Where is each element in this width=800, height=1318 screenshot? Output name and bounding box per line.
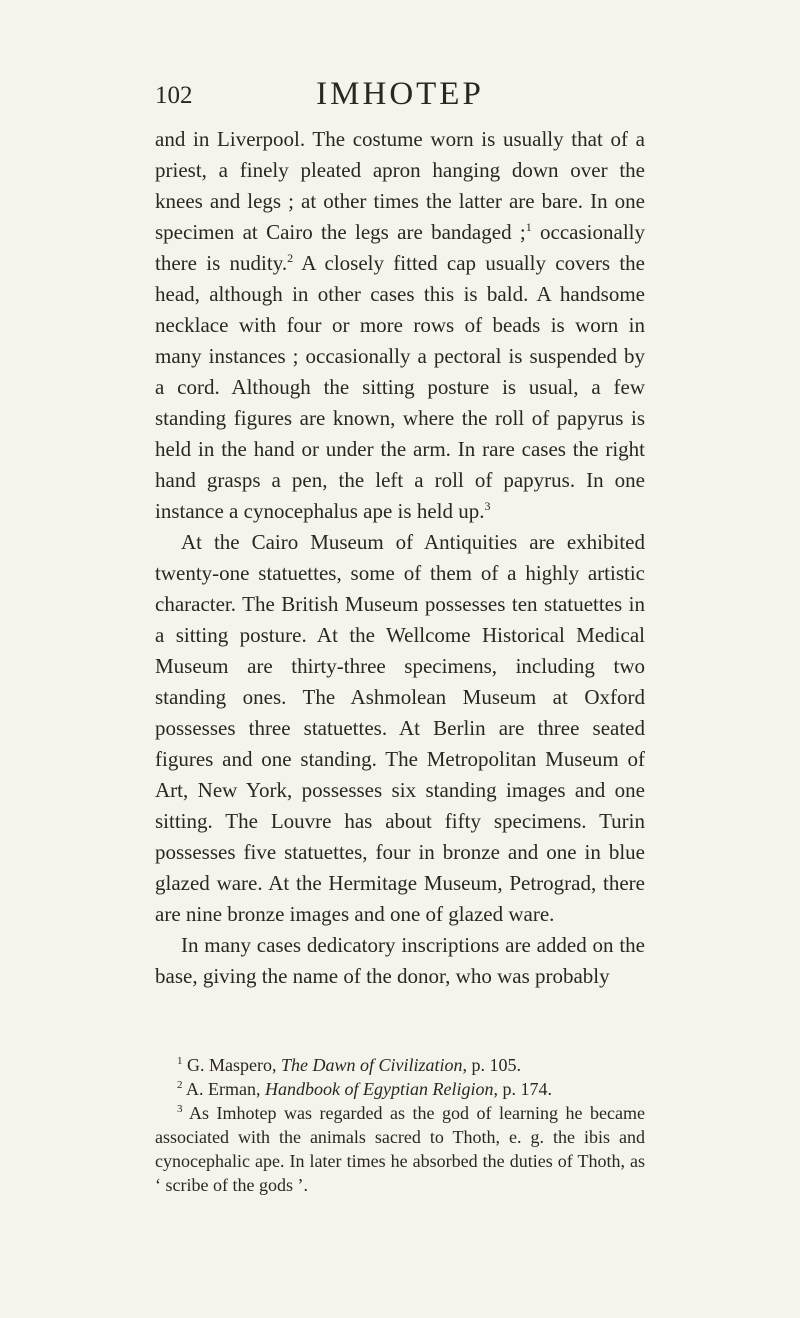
footnote-text: G. Maspero, (182, 1055, 281, 1075)
footnote-text: As Imhotep was regarded as the god of learning he became associated with the animals sacred to Thoth, e. g. the ibis and cynocephalic ape. In later times he absorbed the duties of Thoth, as ‘ scribe of the gods ’. (155, 1103, 645, 1195)
footnote-ref: 2 (287, 251, 294, 265)
footnote (155, 1053, 645, 1077)
footnote-text: , p. 105. (462, 1055, 521, 1075)
footnote-ref: 1 (525, 220, 532, 234)
footnote-marker: 1 (177, 1055, 183, 1067)
footnote (155, 1101, 645, 1197)
footnote (155, 1077, 645, 1101)
text-run: A closely fitted cap usually covers the head, although in other cases this is bald. A handsome necklace with four or more rows of beads is worn in many instances ; occasionally a pectoral is suspended by a cord. Although the sitting posture is usual, a few standing figures are known, where the roll of papyrus is held in the hand or under the arm. In rare cases the right hand grasps a pen, the left a roll of papyrus. In one instance a cynocephalus ape is held up. (155, 251, 646, 523)
footnote-marker: 3 (177, 1103, 183, 1115)
footnote-title: Handbook of Egyptian Religion (265, 1079, 494, 1099)
paragraph: In many cases dedicatory inscriptions are added on the base, giving the name of the donor, who was probably (155, 933, 645, 988)
page-header (155, 76, 645, 122)
footnote-text: A. Erman, (182, 1079, 265, 1099)
page-number: 102 (155, 82, 193, 109)
footnote-marker: 2 (177, 1079, 183, 1091)
text-run: occasionally there is nudity. (155, 220, 645, 275)
body-text (155, 124, 645, 992)
paragraph (155, 124, 645, 527)
paragraph: At the Cairo Museum of Antiquities are exhibited twenty-one statuettes, some of them of a highly artistic character. The British Museum possesses ten statuettes in a sitting posture. At the Wellcome Historical Medical Museum are thirty-three specimens, including two standing ones. The Ashmolean Museum at Oxford possesses three statuettes. At Berlin are three seated figures and one standing. The Metropolitan Museum of Art, New York, possesses six standing images and one sitting. The Louvre has about fifty specimens. Turin possesses five statuettes, four in bronze and one in blue glazed ware. At the Hermitage Museum, Petrograd, there are nine bronze images and one of glazed ware. (155, 530, 645, 926)
text-run: and in Liverpool. The costume worn is usually that of a priest, a finely pleated apron hanging down over the knees and legs ; at other times the latter are bare. In one specimen at Cairo the legs are bandaged ; (155, 127, 645, 244)
footnote-text: , p. 174. (493, 1079, 552, 1099)
footnotes (155, 1053, 645, 1197)
running-title: IMHOTEP (316, 76, 484, 112)
footnote-title: The Dawn of Civilization (280, 1055, 463, 1075)
footnote-ref: 3 (484, 499, 491, 513)
